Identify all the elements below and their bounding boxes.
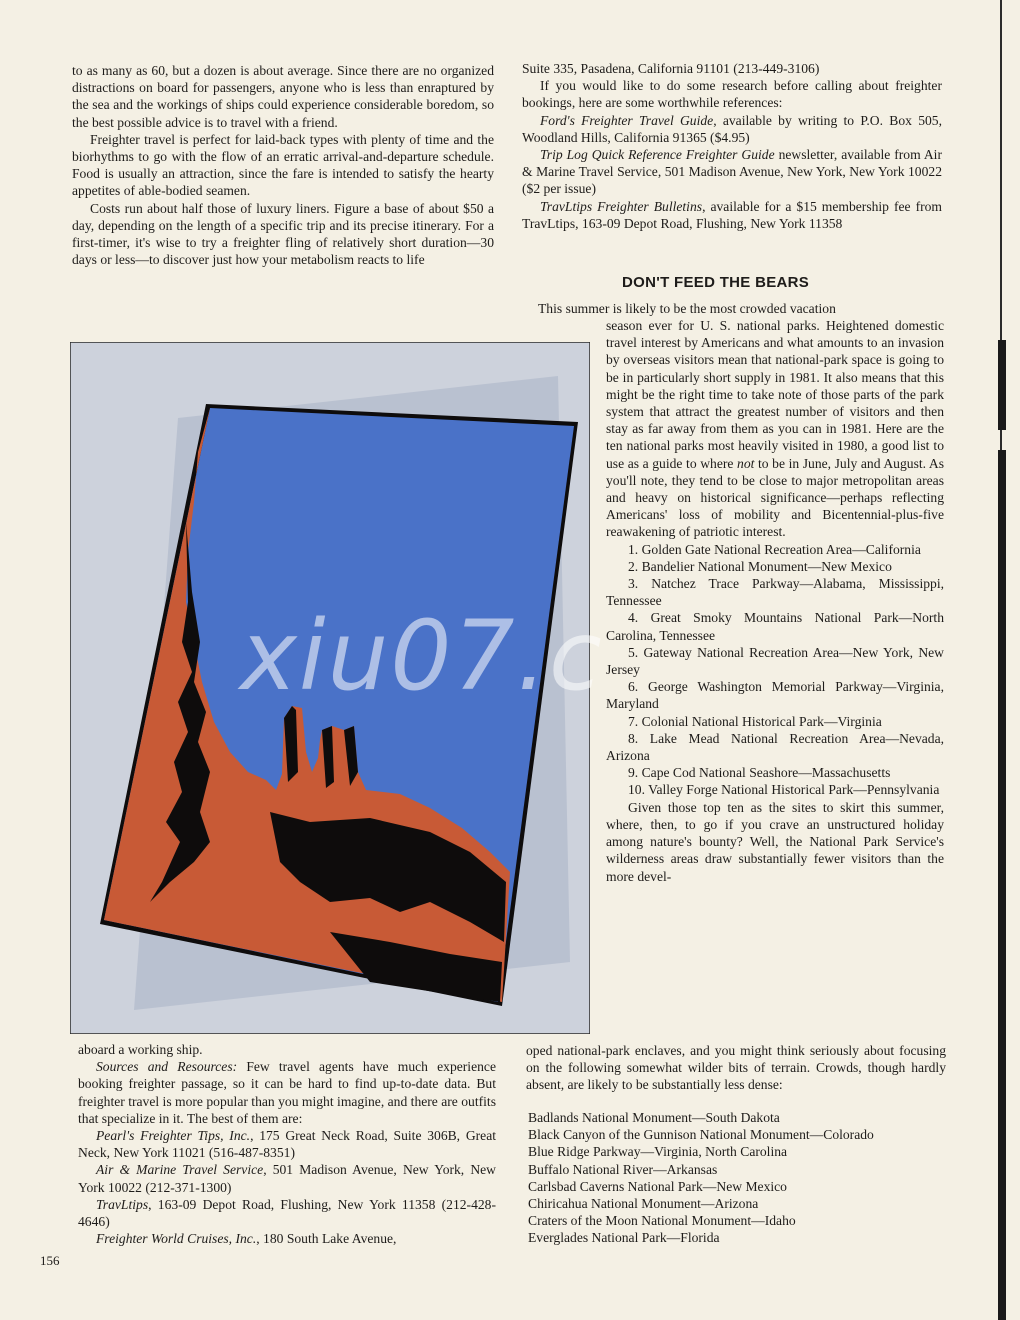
paragraph: to as many as 60, but a dozen is about average. Since there are no organized distractions on board for passengers, anyone who is less than enraptured by the sea and the workings of ships could experience considerable boredom, so the best possible advice is to travel with a friend. (72, 63, 494, 130)
wilder-parks-list (528, 1109, 948, 1247)
list-item: Black Canyon of the Gunnison National Monument—Colorado (528, 1127, 874, 1143)
outfit-entry (78, 1127, 496, 1161)
list-item: Badlands National Monument—South Dakota (528, 1110, 780, 1125)
paragraph: Given those top ten as the sites to skirt this summer, where, then, to go if you crave an unstructured holiday among nature's bounty? Well, the National Park Service's wilderness areas draw substantially fewer visitors than the more devel- (606, 799, 944, 884)
list-item: Carlsbad Caverns National Park—New Mexico (528, 1178, 787, 1194)
reference-entry (522, 198, 942, 232)
outfit-details: , 501 Madison Avenue, New York, New York 10022 (212-371-1300) (78, 1162, 496, 1195)
paragraph: oped national-park enclaves, and you might think seriously about focusing on the following somewhat wilder bits of terrain. Crowds, though hardly absent, are likely to be substantially less dense: (526, 1043, 946, 1093)
sources-label: Sources and Resources: (96, 1059, 238, 1075)
bears-article (606, 317, 944, 885)
section-heading: DON'T FEED THE BEARS (622, 274, 810, 291)
left-column-top (72, 62, 494, 268)
bears-first-line: This summer is likely to be the most crowded vacation (538, 301, 836, 316)
list-item: 8. Lake Mead National Recreation Area—Nevada, Arizona (606, 730, 944, 764)
list-item: 7. Colonial National Historical Park—Virginia (628, 713, 882, 729)
list-item: 1. Golden Gate National Recreation Area—California (628, 541, 921, 557)
outfit-entry (78, 1196, 496, 1230)
list-item: 6. George Washington Memorial Parkway—Virginia, Maryland (606, 679, 944, 712)
list-item: Blue Ridge Parkway—Virginia, North Carolina (528, 1144, 788, 1160)
list-item: 4. Great Smoky Mountains National Park—North Carolina, Tennessee (606, 610, 944, 643)
list-item: 10. Valley Forge National Historical Park—Pennsylvania (628, 782, 940, 798)
list-item: Chiricahua National Monument—Arizona (528, 1196, 759, 1212)
paragraph: Costs run about half those of luxury liners. Figure a base of about $50 a day, depending on the length of a specific trip and its precise itinerary. For a first-timer, it's wise to try a freighter fling of relatively short duration—30 days or less—to discover just how your metabolism reacts to life (72, 200, 494, 268)
right-column-top (522, 60, 942, 232)
reference-entry (522, 146, 942, 198)
page-number: 156 (40, 1253, 60, 1268)
reference-entry (522, 112, 942, 146)
reference-title: Trip Log Quick Reference Freighter Guide (540, 147, 775, 163)
intro-text: season ever for U. S. national parks. Heightened domestic travel interest by Americans and what amounts to an invasion by overseas visitors mean that national-park space is going to be in particularly short supply in 1981. It also means that this might be the right time to take note of those parts of the park system that attract the greatest number of visitors and then stay as far away from them as you can in 1981. Here are the ten national parks most heavily visited in 1980, a good list to use as a guide to where (606, 318, 944, 471)
list-item: 3. Natchez Trace Parkway—Alabama, Mississippi, Tennessee (606, 576, 944, 609)
outfit-name: Freighter World Cruises, Inc. (96, 1231, 257, 1247)
list-item: Everglades National Park—Florida (528, 1230, 720, 1246)
outfit-entry (78, 1230, 496, 1247)
outfit-name: Pearl's Freighter Tips, Inc. (96, 1128, 251, 1144)
canyon-illustration (70, 342, 590, 1034)
outfit-details: , 180 South Lake Avenue, (256, 1231, 397, 1247)
left-column-bottom (78, 1041, 496, 1247)
paragraph: Suite 335, Pasadena, California 91101 (213-449-3106) (522, 61, 820, 76)
outfit-name: Air & Marine Travel Service (96, 1162, 264, 1178)
page-edge-tab (998, 340, 1006, 430)
reference-title: Ford's Freighter Travel Guide (540, 112, 714, 128)
top-ten-list (606, 541, 944, 799)
list-item: 2. Bandelier National Monument—New Mexico (628, 558, 892, 574)
paragraph: If you would like to do some research before calling about freighter bookings, here are some worthwhile references: (522, 78, 942, 111)
page-edge-tab (998, 450, 1006, 1320)
list-item: 9. Cape Cod National Seashore—Massachusetts (628, 765, 891, 781)
outfit-name: TravLtips (96, 1196, 149, 1212)
sources-text: Few travel agents have much experience booking freighter passage, so it can be hard to find up-to-date data. But freighter travel is more popular than you might imagine, and there are outfits that specialize in it. The best of them are: (78, 1059, 496, 1126)
outfit-details: , 175 Great Neck Road, Suite 306B, Great Neck, New York 11021 (516-487-8351) (78, 1128, 497, 1161)
list-item: 5. Gateway National Recreation Area—New York, New Jersey (606, 644, 944, 678)
outfit-entry (78, 1161, 496, 1195)
reference-details: , available for a $15 membership fee from TravLtips, 163-09 Depot Road, Flushing, New York 11358 (522, 198, 942, 231)
watermark: xiu07.c (240, 600, 604, 712)
reference-details: , available by writing to P.O. Box 505, Woodland Hills, California 91365 ($4.95) (522, 112, 942, 145)
outfit-details: , 163-09 Depot Road, Flushing, New York 11358 (212-428-4646) (78, 1196, 496, 1230)
bears-intro (606, 317, 944, 541)
reference-title: TravLtips Freighter Bulletins (540, 198, 703, 214)
paragraph: Freighter travel is perfect for laid-back types with plenty of time and the biorhythms to go with the flow of an erratic arrival-and-departure schedule. Food is usually an attraction, since the fare is intended to satisfy the hearty appetites of able-bodied seamen. (72, 131, 494, 199)
paragraph: aboard a working ship. (78, 1042, 203, 1057)
paragraph (78, 1058, 496, 1127)
list-item: Buffalo National River—Arkansas (528, 1161, 718, 1177)
list-item: Craters of the Moon National Monument—Idaho (528, 1213, 796, 1229)
intro-text: to be in June, July and August. As you'll note, they tend to be close to major metropolitan areas and heavy on historical significance—perhaps reflecting Americans' loss of mobility and Bicentennial-plus-five reawakening of patriotic interest. (606, 455, 944, 540)
intro-emphasis: not (737, 455, 755, 471)
reference-details: newsletter, available from Air & Marine Travel Service, 501 Madison Avenue, New York, New York 10022 ($2 per issue) (522, 147, 942, 197)
